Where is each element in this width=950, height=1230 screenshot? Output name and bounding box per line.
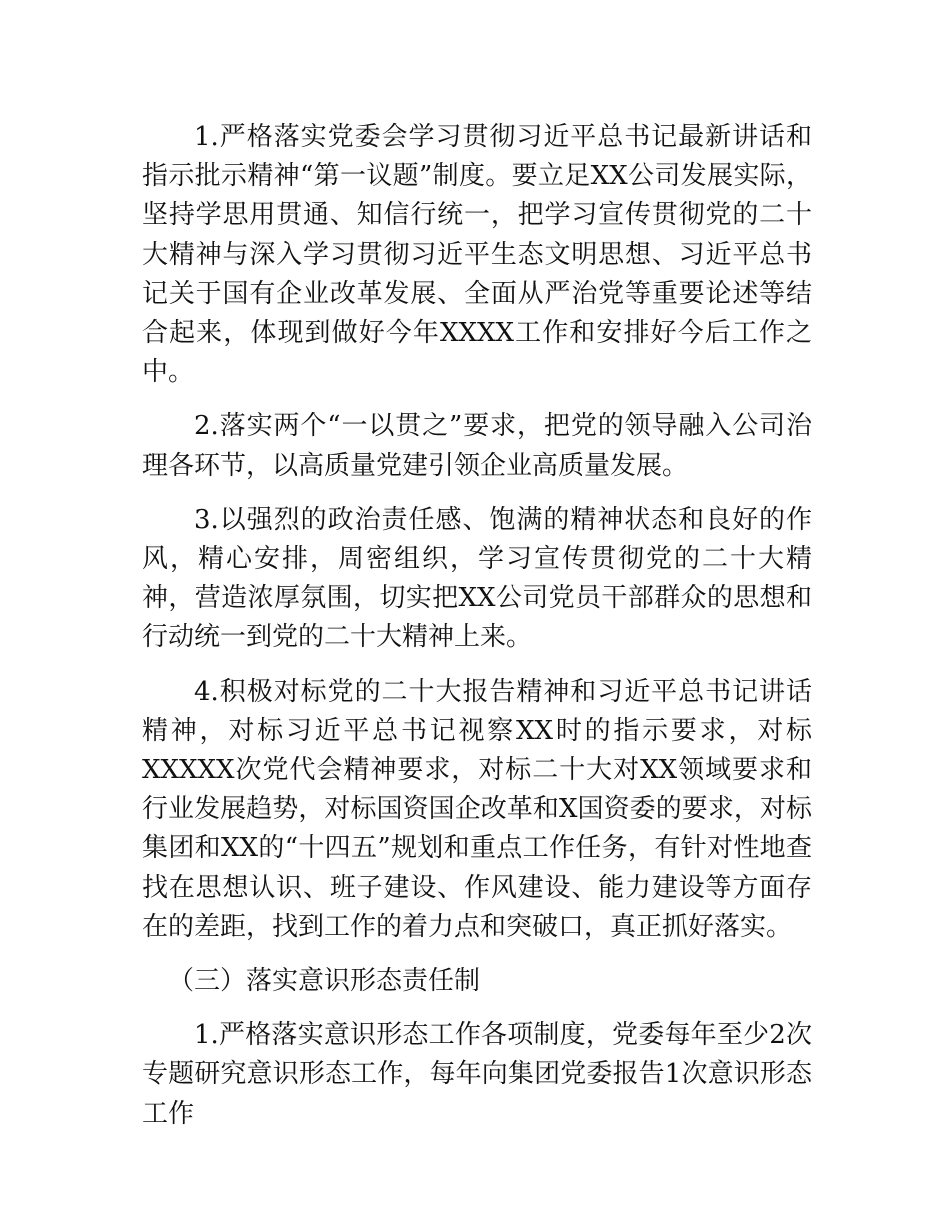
document-body — [142, 118, 812, 1149]
paragraph-1: 1.严格落实党委会学习贯彻习近平总书记最新讲话和指示批示精神“第一议题”制度。要立足XX公司发展实际，坚持学思用贯通、知信行统一，把学习宣传贯彻党的二十大精神与深入学习贯彻习近平生态文明思想、习近平总书记关于国有企业改革发展、全面从严治党等重要论述等结合起来，体现到做好今年XXXX工作和安排好今后工作之中。 — [142, 122, 812, 388]
section-paragraph-1: 1.严格落实意识形态工作各项制度，党委每年至少2次专题研究意识形态工作，每年向集团党委报告1次意识形态工作 — [142, 1020, 812, 1129]
section-heading: （三）落实意识形态责任制 — [168, 966, 481, 997]
paragraph-2: 2.落实两个“一以贯之”要求，把党的领导融入公司治理各环节，以高质量党建引领企业高质量发展。 — [142, 411, 812, 481]
paragraph-3: 3.以强烈的政治责任感、饱满的精神状态和良好的作风，精心安排，周密组织，学习宣传贯彻党的二十大精神，营造浓厚氛围，切实把XX公司党员干部群众的思想和行动统一到党的二十大精神上来。 — [142, 504, 812, 653]
paragraph-4: 4.积极对标党的二十大报告精神和习近平总书记讲话精神，对标习近平总书记视察XX时的指示要求，对标XXXXX次党代会精神要求，对标二十大对XX领域要求和行业发展趋势，对标国资国企改革和X国资委的要求，对标集团和XX的“十四五”规划和重点工作任务，有针对性地查找在思想认识、班子建设、作风建设、能力建设等方面存在的差距，找到工作的着力点和突破口，真正抓好落实。 — [142, 676, 812, 942]
